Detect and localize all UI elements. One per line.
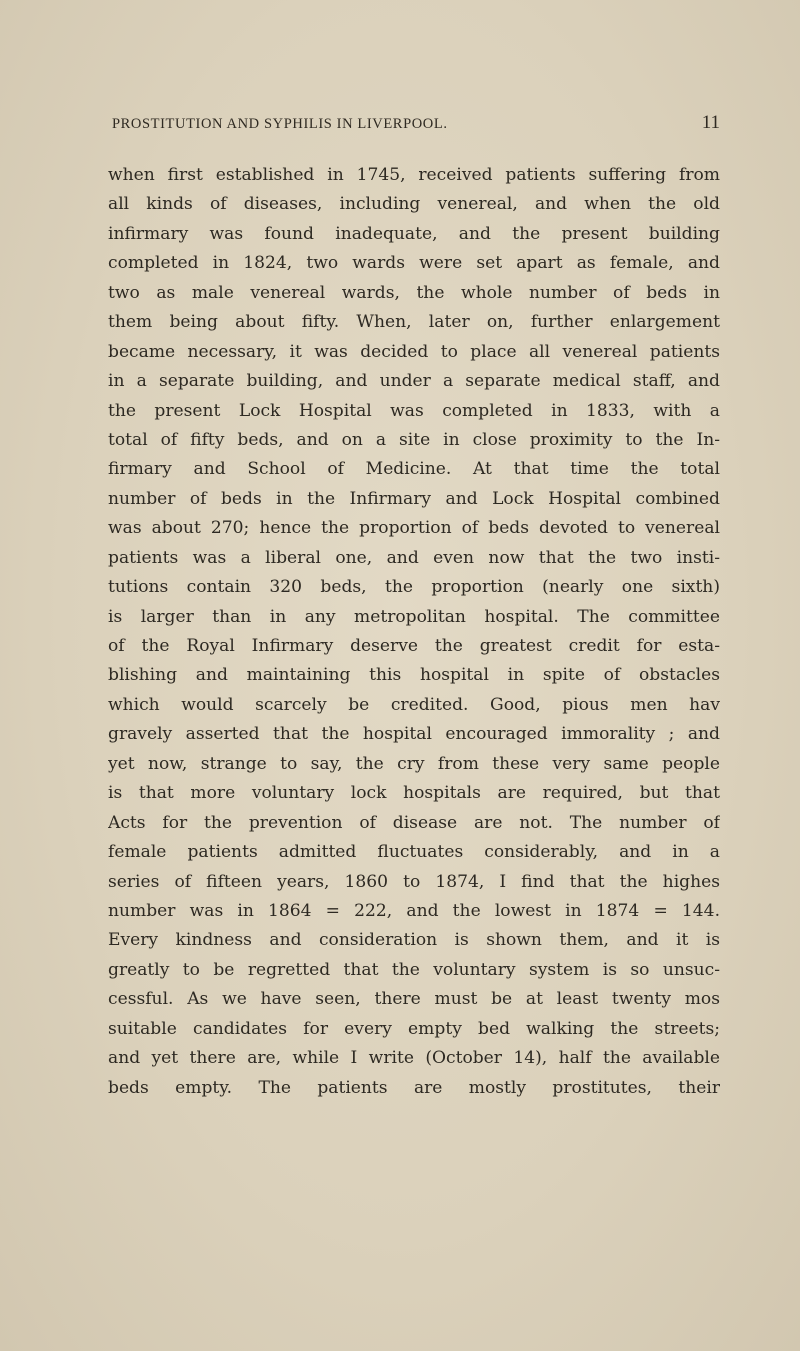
text-line: when first established in 1745, received patients suffering from <box>108 165 720 185</box>
text-line: cessful. As we have seen, there must be at least twenty mos <box>108 989 720 1010</box>
text-line: yet now, strange to say, the cry from these very same people <box>108 753 720 774</box>
text-line: is that more voluntary lock hospitals are required, but that <box>108 783 720 804</box>
text-line: in a separate building, and under a separate medical staff, and <box>108 371 720 392</box>
text-line: number of beds in the Infirmary and Lock Hospital combined <box>108 488 720 509</box>
text-line: became necessary, it was decided to place all venereal patients <box>108 341 720 362</box>
text-line: two as male venereal wards, the whole number of beds in <box>108 282 720 303</box>
page-number: 11 <box>701 112 720 133</box>
text-line: beds empty. The patients are mostly prostitutes, their <box>108 1077 720 1098</box>
text-line: suitable candidates for every empty bed walking the streets; <box>108 1018 720 1039</box>
text-line: total of fifty beds, and on a site in close proximity to the In- <box>108 429 720 450</box>
text-line: patients was a liberal one, and even now that the two insti- <box>108 547 720 568</box>
running-head <box>112 108 720 140</box>
text-line: female patients admitted fluctuates considerably, and in a <box>108 842 720 863</box>
text-line: them being about fifty. When, later on, further enlargement <box>108 312 720 333</box>
text-line: series of fifteen years, 1860 to 1874, I find that the highes <box>108 871 720 892</box>
running-title: PROSTITUTION AND SYPHILIS IN LIVERPOOL. <box>112 116 448 132</box>
text-line: was about 270; hence the proportion of beds devoted to venereal <box>108 518 720 539</box>
text-line: completed in 1824, two wards were set apart as female, and <box>108 253 720 274</box>
text-line: which would scarcely be credited. Good, pious men hav <box>108 694 720 715</box>
text-line: blishing and maintaining this hospital in spite of obstacles <box>108 665 720 686</box>
text-line: is larger than in any metropolitan hospital. The committee <box>108 606 720 627</box>
text-line: tutions contain 320 beds, the proportion (nearly one sixth) <box>108 577 720 598</box>
text-line: infirmary was found inadequate, and the present building <box>108 223 720 244</box>
text-line: the present Lock Hospital was completed in 1833, with a <box>108 400 720 421</box>
body-text <box>108 161 720 1103</box>
text-line: gravely asserted that the hospital encouraged immorality ; and <box>108 724 720 745</box>
text-line: of the Royal Infirmary deserve the greatest credit for esta- <box>108 636 720 656</box>
text-line: all kinds of diseases, including venereal, and when the old <box>108 194 720 215</box>
text-line: number was in 1864 = 222, and the lowest in 1874 = 144. <box>108 900 720 921</box>
text-line: firmary and School of Medicine. At that time the total <box>108 459 720 480</box>
text-line: Acts for the prevention of disease are not. The number of <box>108 812 720 833</box>
text-line: and yet there are, while I write (October 14), half the available <box>108 1048 720 1069</box>
text-line: greatly to be regretted that the voluntary system is so unsuc- <box>108 959 720 980</box>
text-line: Every kindness and consideration is shown them, and it is <box>108 930 720 951</box>
